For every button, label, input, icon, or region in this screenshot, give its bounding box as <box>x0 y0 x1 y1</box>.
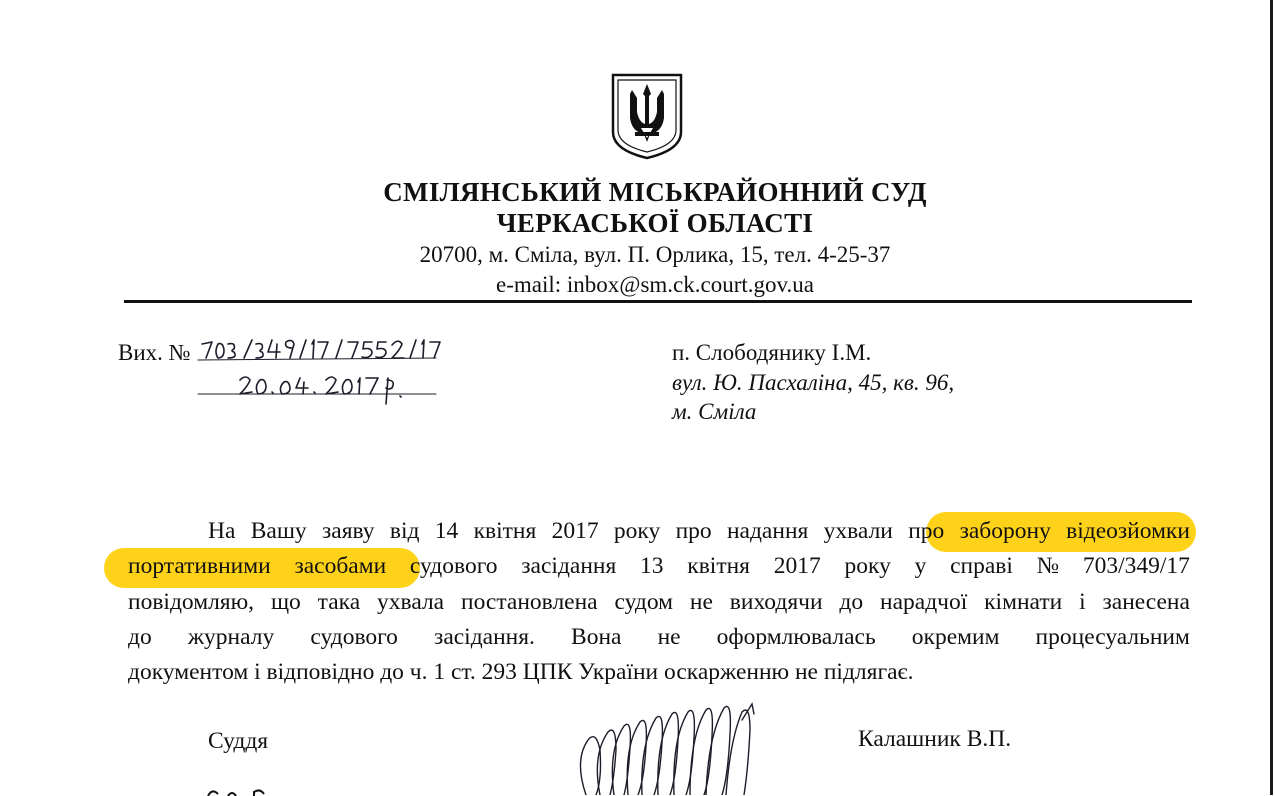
body-line-3 <box>128 589 1190 616</box>
word: Вашу <box>250 518 307 544</box>
word: засідання. <box>434 624 535 650</box>
word: оформлювалась <box>716 624 876 650</box>
word: що <box>270 589 301 615</box>
court-name-line2: ЧЕРКАСЬКОЇ ОБЛАСТІ <box>496 208 814 238</box>
word: нарадчої <box>880 589 968 615</box>
word: процесуальним <box>1035 624 1190 650</box>
word: 14 <box>434 518 459 544</box>
word: портативними <box>128 553 271 579</box>
word: постановлена <box>461 589 598 615</box>
word: року <box>613 518 661 544</box>
handwritten-registration-number <box>196 330 516 410</box>
court-email[interactable]: e-mail: inbox@sm.ck.court.gov.ua <box>496 272 814 297</box>
word: № <box>1036 553 1060 579</box>
word: Вона <box>571 624 622 650</box>
recipient-street: вул. Ю. Пасхаліна, 45, кв. 96, <box>672 370 955 395</box>
word: до <box>128 624 152 650</box>
word: занесена <box>1102 589 1190 615</box>
body-line-2 <box>128 553 1190 580</box>
word: окремим <box>911 624 1000 650</box>
word: судом <box>614 589 674 615</box>
word: ухвала <box>377 589 445 615</box>
word: про <box>675 518 712 544</box>
word: не <box>657 624 681 650</box>
word: не <box>689 589 713 615</box>
word: 2017 <box>551 518 599 544</box>
word: відеозйомки <box>1066 518 1190 544</box>
word: виходячи <box>729 589 823 615</box>
page-edge-border <box>1270 0 1273 795</box>
word: журналу <box>187 624 275 650</box>
word: про <box>908 518 945 544</box>
word: у <box>914 553 927 579</box>
word: квітня <box>473 518 537 544</box>
judge-signature <box>566 700 766 795</box>
word: року <box>844 553 891 579</box>
court-name-line1: СМІЛЯНСЬКИЙ МІСЬКРАЙОННИЙ СУД <box>383 177 927 207</box>
word: надання <box>726 518 809 544</box>
outgoing-number-label: Вих. № <box>118 340 191 365</box>
word: така <box>317 589 361 615</box>
letterhead-divider <box>124 300 1192 303</box>
word: засідання <box>521 553 617 579</box>
word: від <box>389 518 420 544</box>
word: На <box>208 518 236 544</box>
body-line-1 <box>208 518 1190 545</box>
word: повідомляю, <box>128 589 255 615</box>
ukraine-coat-of-arms-icon <box>608 72 686 160</box>
recipient-city: м. Сміла <box>672 399 757 424</box>
body-line-4 <box>128 624 1190 651</box>
word: справі <box>950 553 1013 579</box>
word: 2017 <box>773 553 821 579</box>
word: квітня <box>687 553 750 579</box>
word: кімнати <box>984 589 1063 615</box>
word: заяву <box>321 518 375 544</box>
judge-name: Калашник В.П. <box>858 726 1012 752</box>
word: судового <box>310 624 398 650</box>
word: до <box>839 589 864 615</box>
body-line-5: документом і відповідно до ч. 1 ст. 293 ЦПК України оскарженню не підлягає. <box>128 659 914 685</box>
word: 13 <box>640 553 664 579</box>
recipient-name: п. Слободянику І.М. <box>672 340 872 365</box>
word: заборону <box>959 518 1051 544</box>
word: 703/349/17 <box>1082 553 1190 579</box>
word: і <box>1079 589 1086 615</box>
word: засобами <box>294 553 387 579</box>
court-address: 20700, м. Сміла, вул. П. Орлика, 15, тел. 4-25-37 <box>419 242 891 267</box>
word: судового <box>409 553 498 579</box>
signatory-title: Суддя <box>208 728 269 754</box>
word: ухвали <box>823 518 893 544</box>
